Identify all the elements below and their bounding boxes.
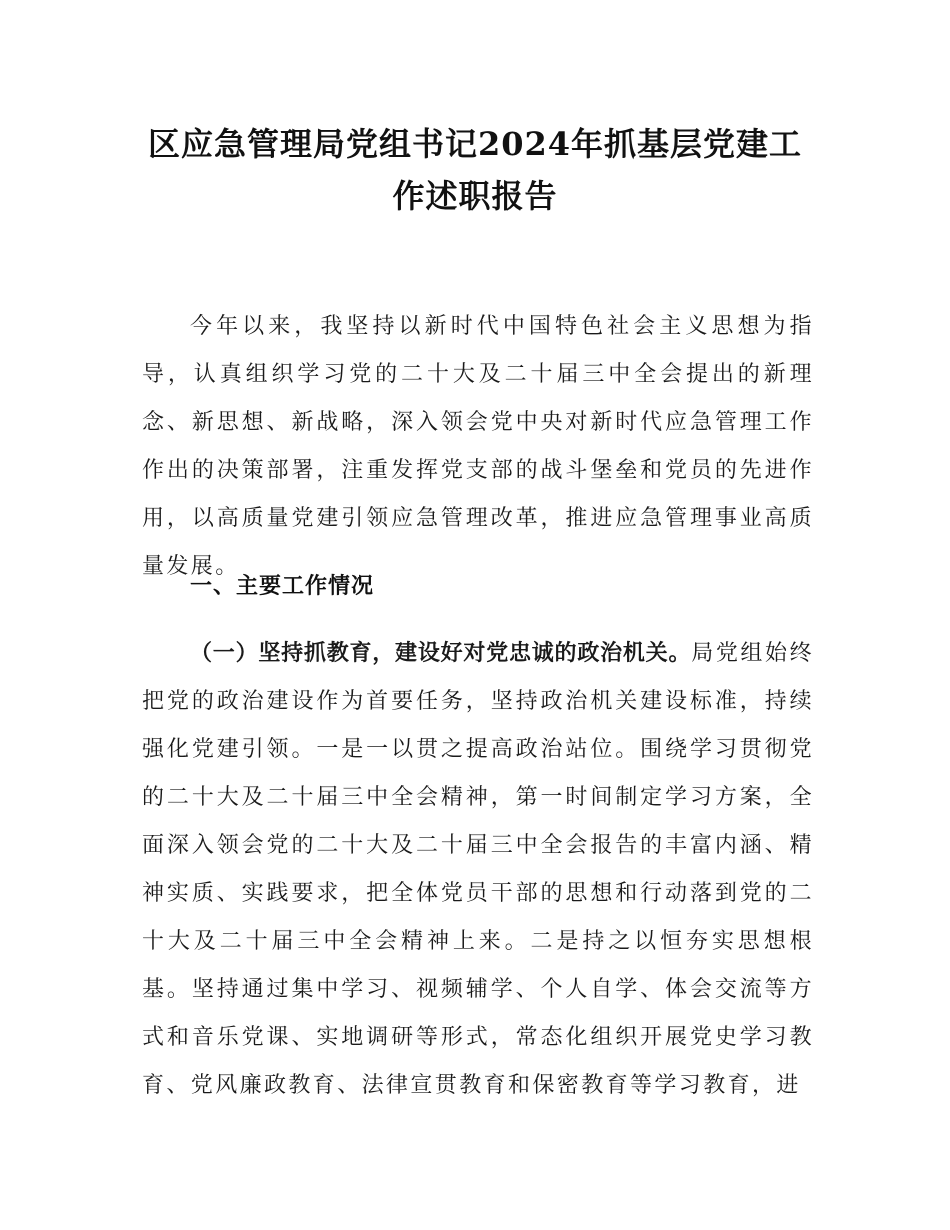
intro-paragraph: 今年以来，我坚持以新时代中国特色社会主义思想为指导，认真组织学习党的二十大及二十届三中全会提出的新理念、新思想、新战略，深入领会党中央对新时代应急管理工作作出的决策部署，注重发挥党支部的战斗堡垒和党员的先进作用，以高质量党建引领应急管理改革，推进应急管理事业高质量发展。 (142, 314, 814, 579)
subsection-paragraph (142, 630, 814, 1110)
document-title (120, 118, 830, 222)
subsection-lead: （一）坚持抓教育，建设好对党忠诚的政治机关。 (190, 641, 692, 666)
section-heading: 一、主要工作情况 (190, 574, 375, 599)
title-line-1: 区应急管理局党组书记2024年抓基层党建工 (147, 125, 803, 163)
subsection-body: 局党组始终把党的政治建设作为首要任务，坚持政治机关建设标准，持续强化党建引领。一是一以贯之提高政治站位。围绕学习贯彻党的二十大及二十届三中全会精神，第一时间制定学习方案，全面深入领会党的二十大及二十届三中全会报告的丰富内涵、精神实质、实践要求，把全体党员干部的思想和行动落到党的二十大及二十届三中全会精神上来。二是持之以恒夯实思想根基。坚持通过集中学习、视频辅学、个人自学、体会交流等方式和音乐党课、实地调研等形式，常态化组织开展党史学习教育、党风廉政教育、法律宣贯教育和保密教育等学习教育，进 (142, 641, 814, 1098)
title-line-2: 作述职报告 (392, 177, 558, 215)
